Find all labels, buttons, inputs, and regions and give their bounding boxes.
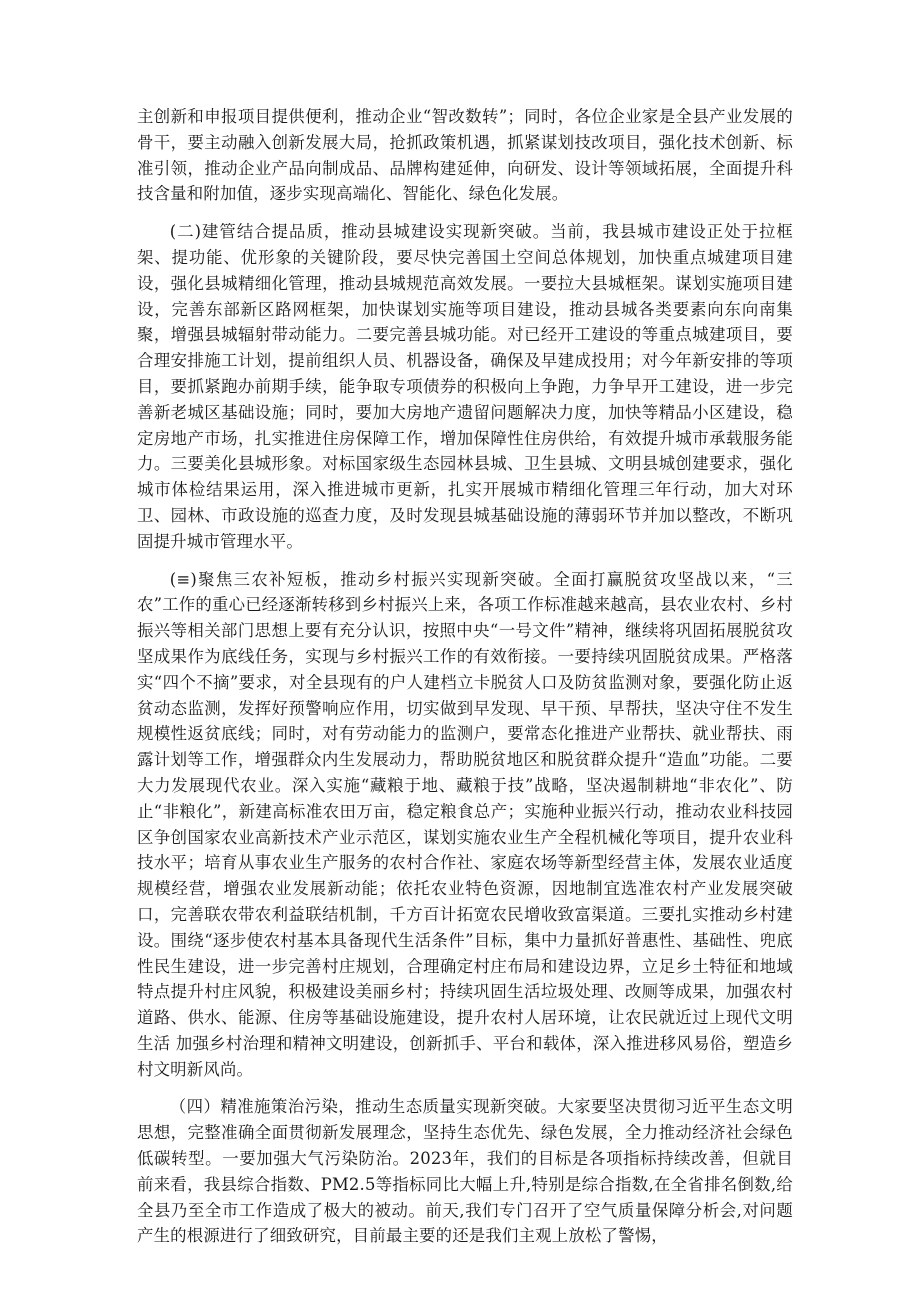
document-body (137, 104, 793, 1261)
paragraph-rural-revitalization: (≡)聚焦三农补短板，推动乡村振兴实现新突破。全面打赢脱贫攻坚战以来，“三农”工作的重心已经逐渐转移到乡村振兴上来，各项工作标准越来越高，县农业农村、乡村振兴等相关部门思想上要有充分认识，按照中央“一号文件”精神，继续将巩固拓展脱贫攻坚成果作为底线任务，实现与乡村振兴工作的有效衔接。一要持续巩固脱贫成果。严格落实“四个不摘”要求，对全县现有的户人建档立卡脱贫人口及防贫监测对象，要强化防止返贫动态监测，发挥好预警响应作用，切实做到早发现、早干预、早帮扶，坚决守住不发生规模性返贫底线；同时，对有劳动能力的监测户，要常态化推进产业帮扶、就业帮扶、雨露计划等工作，增强群众内生发展动力，帮助脱贫地区和脱贫群众提升“造血”功能。二要大力发展现代农业。深入实施“藏粮于地、藏粮于技”战略，坚决遏制耕地“非农化”、防止“非粮化”，新建高标准农田万亩，稳定粮食总产；实施种业振兴行动，推动农业科技园区争创国家农业高新技术产业示范区，谋划实施农业生产全程机械化等项目，提升农业科技水平；培育从事农业生产服务的农村合作社、家庭农场等新型经营主体，发展农业适度规模经营，增强农业发展新动能；依托农业特色资源，因地制宜选准农村产业发展突破口，完善联农带农利益联结机制，千方百计拓宽农民增收致富渠道。三要扎实推动乡村建设。围绕“逐步使农村基本具备现代生活条件”目标，集中力量抓好普惠性、基础性、兜底性民生建设，进一步完善村庄规划，合理确定村庄布局和建设边界，立足乡土特征和地域特点提升村庄风貌，积极建设美丽乡村；持续巩固生活垃圾处理、改厕等成果，加强农村道路、供水、能源、住房等基础设施建设，提升农村人居环境，让农民就近过上现代文明生活 加强乡村治理和精神文明建设，创新抓手、平台和载体，深入推进移风易俗，塑造乡村文明新风尚。 (137, 569, 793, 1079)
paragraph-county-construction: (二)建管结合提品质，推动县城建设实现新突破。当前，我县城市建设正处于拉框架、提功能、优形象的关键阶段，要尽快完善国土空间总体规划，加快重点城建项目建设，强化县城精细化管理，推动县城规范高效发展。一要拉大县城框架。谋划实施项目建设，完善东部新区路网框架，加快谋划实施等项目建设，推动县城各类要素向东向南集聚，增强县城辐射带动能力。二要完善县城功能。对已经开工建设的等重点城建项目，要合理安排施工计划，提前组织人员、机器设备，确保及早建成投用；对今年新安排的等项目，要抓紧跑办前期手续，能争取专项债券的积极向上争跑，力争早开工建设，进一步完善新老城区基础设施；同时，要加大房地产遗留问题解决力度，加快等精品小区建设，稳定房地产市场，扎实推进住房保障工作，增加保障性住房供给，有效提升城市承载服务能力。三要美化县城形象。对标国家级生态园林县城、卫生县城、文明县城创建要求，强化城市体检结果运用，深入推进城市更新，扎实开展城市精细化管理三年行动，加大对环卫、园林、市政设施的巡查力度，及时发现县城基础设施的薄弱环节并加以整改，不断巩固提升城市管理水平。 (137, 222, 793, 551)
paragraph-enterprise-innovation: 主创新和申报项目提供便利，推动企业“智改数转”；同时，各位企业家是全县产业发展的骨干，要主动融入创新发展大局，抢抓政策机遇，抓紧谋划技改项目，强化技术创新、标准引领，推动企业产品向制成品、品牌构建延伸，向研发、设计等领域拓展，全面提升科技含量和附加值，逐步实现高端化、智能化、绿色化发展。 (137, 107, 793, 204)
paragraph-pollution-control: （四）精准施策治污染，推动生态质量实现新突破。大家要坚决贯彻习近平生态文明思想，完整准确全面贯彻新发展理念，坚持生态优先、绿色发展，全力推动经济社会绿色低碳转型。一要加强大气污染防治。2023年，我们的目标是各项指标持续改善，但就目前来看，我县综合指数、PM2.5等指标同比大幅上升,特别是综合指数,在全省排名倒数,给全县乃至全市工作造成了极大的被动。前天,我们专门召开了空气质量保障分析会,对问题产生的根源进行了细致研究，目前最主要的还是我们主观上放松了警惕， (137, 1097, 793, 1246)
